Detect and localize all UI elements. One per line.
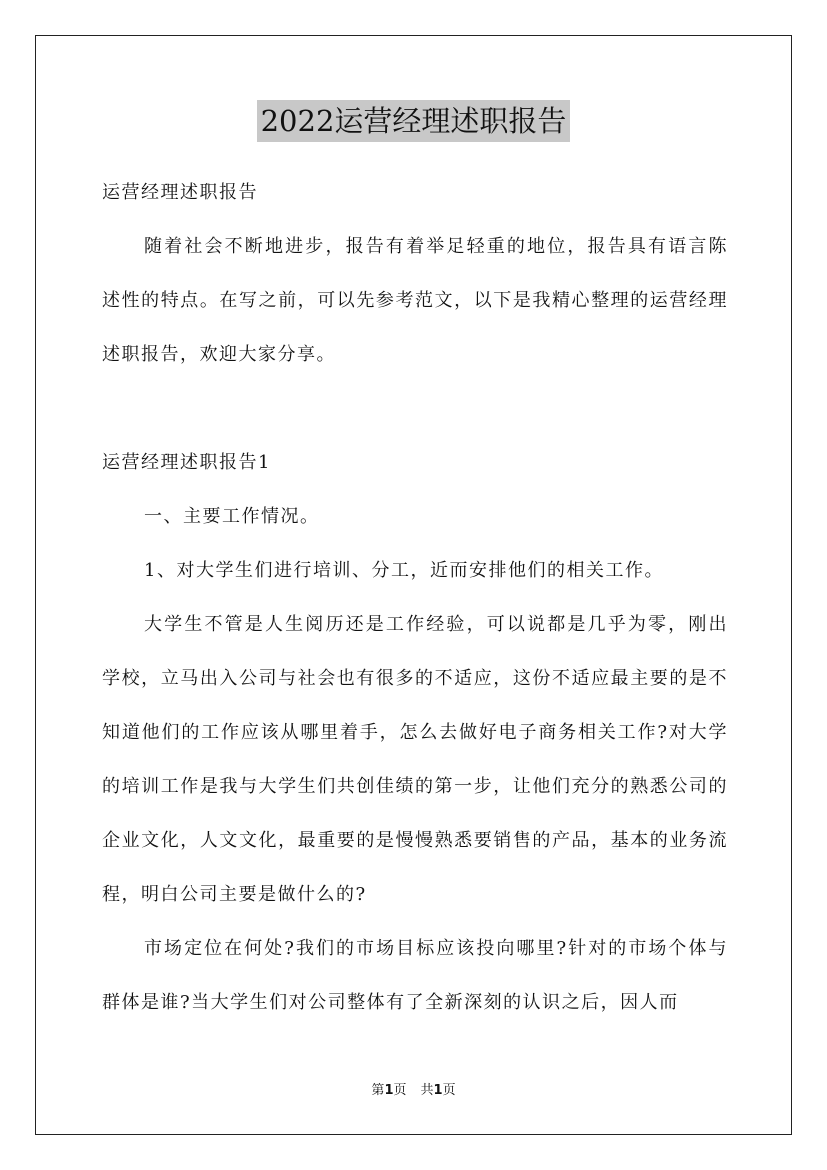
footer-page-suffix: 页 xyxy=(393,1083,407,1098)
intro-paragraph-container xyxy=(102,220,728,382)
section1-paragraph: 大学生不管是人生阅历还是工作经验，可以说都是几乎为零，刚出学校，立马出入公司与社会也有很多的不适应，这份不适应最主要的是不知道他们的工作应该从哪里着手，怎么去做好电子商务相关工作?对大学的培训工作是我与大学生们共创佳绩的第一步，让他们充分的熟悉公司的企业文化，人文文化，最重要的是慢慢熟悉要销售的产品，基本的业务流程，明白公司主要是做什么的? xyxy=(102,614,728,905)
section1-paragraph: 市场定位在何处?我们的市场目标应该投向哪里?针对的市场个体与群体是谁?当大学生们对公司整体有了全新深刻的认识之后，因人而 xyxy=(102,938,728,1013)
footer-total-number: 1 xyxy=(433,1083,443,1098)
section1-heading: 运营经理述职报告1 xyxy=(102,452,271,473)
section1-paragraph: 1、对大学生们进行培训、分工，近而安排他们的相关工作。 xyxy=(144,560,664,581)
footer-total-prefix: 共 xyxy=(420,1083,434,1098)
section1-body xyxy=(102,490,728,1030)
footer-total-suffix: 页 xyxy=(442,1083,456,1098)
page-footer xyxy=(0,1081,827,1101)
title-container xyxy=(0,100,827,142)
footer-page-number: 1 xyxy=(384,1083,394,1098)
document-title: 2022运营经理述职报告 xyxy=(257,100,571,142)
intro-paragraph: 随着社会不断地进步，报告有着举足轻重的地位，报告具有语言陈述性的特点。在写之前，可以先参考范文，以下是我精心整理的运营经理述职报告，欢迎大家分享。 xyxy=(102,236,728,365)
section1-paragraph: 一、主要工作情况。 xyxy=(144,506,320,527)
intro-heading: 运营经理述职报告 xyxy=(102,182,258,203)
footer-page-prefix: 第 xyxy=(371,1083,385,1098)
